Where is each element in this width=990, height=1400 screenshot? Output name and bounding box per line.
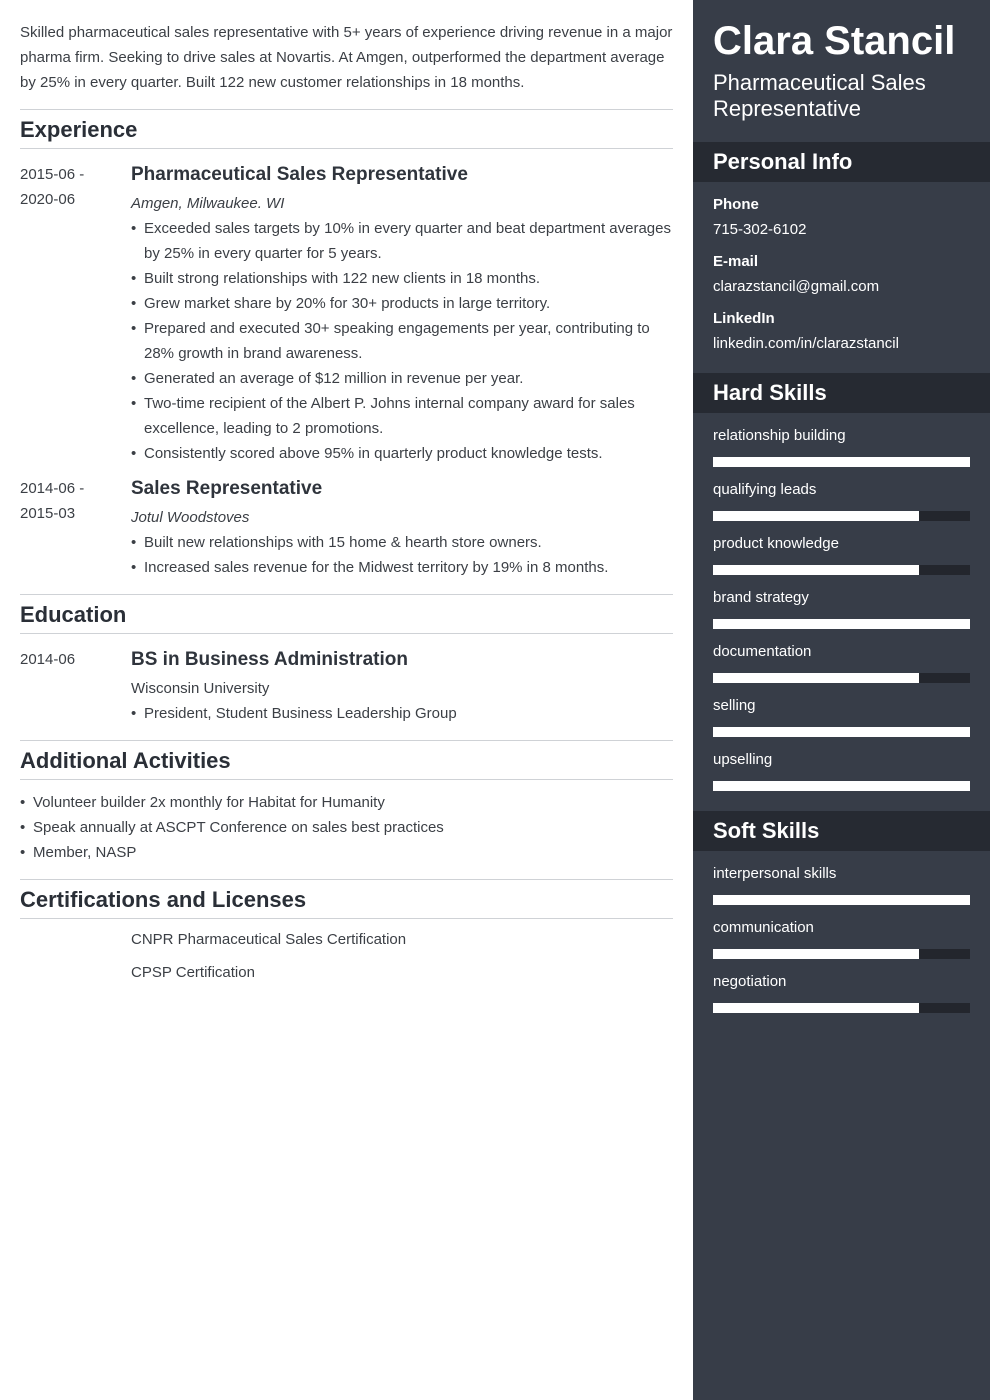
activities-bullets bbox=[20, 790, 673, 865]
skill-name: interpersonal skills bbox=[713, 865, 837, 882]
skill-item bbox=[713, 865, 970, 905]
list-item: • Increased sales revenue for the Midwest territory by 19% in 8 months. bbox=[131, 555, 673, 580]
skill-level-bar bbox=[713, 895, 970, 905]
job-company: Amgen, Milwaukee. WI bbox=[131, 195, 285, 212]
skill-level-fill bbox=[713, 895, 970, 905]
skill-item bbox=[713, 973, 970, 1013]
skill-level-bar bbox=[713, 565, 970, 575]
skill-name: product knowledge bbox=[713, 535, 839, 552]
list-item: • Member, NASP bbox=[20, 840, 673, 865]
sidebar bbox=[693, 0, 990, 1400]
personal-info-heading: Personal Info bbox=[693, 142, 990, 182]
activities-heading: Additional Activities bbox=[20, 740, 673, 780]
skill-level-fill bbox=[713, 727, 970, 737]
skill-name: documentation bbox=[713, 643, 812, 660]
skill-level-bar bbox=[713, 949, 970, 959]
list-item: • Built new relationships with 15 home & hearth store owners. bbox=[131, 530, 673, 555]
hard-skills-heading: Hard Skills bbox=[693, 373, 990, 413]
certifications-list bbox=[131, 927, 673, 985]
list-item: • Built strong relationships with 122 new clients in 18 months. bbox=[131, 266, 673, 291]
job-entry bbox=[20, 476, 673, 580]
job-title: Pharmaceutical Sales Representative bbox=[131, 164, 468, 185]
experience-heading: Experience bbox=[20, 109, 673, 149]
list-item: • Generated an average of $12 million in revenue per year. bbox=[131, 366, 673, 391]
job-body bbox=[131, 162, 673, 466]
skill-item bbox=[713, 481, 970, 521]
education-section bbox=[20, 594, 673, 726]
skill-level-bar bbox=[713, 511, 970, 521]
education-heading: Education bbox=[20, 594, 673, 634]
skill-level-fill bbox=[713, 1003, 919, 1013]
job-bullets bbox=[131, 530, 673, 580]
skill-name: selling bbox=[713, 697, 756, 714]
list-item: • Consistently scored above 95% in quarterly product knowledge tests. bbox=[131, 441, 673, 466]
skill-name: qualifying leads bbox=[713, 481, 817, 498]
phone-value: 715-302-6102 bbox=[713, 221, 807, 238]
skill-item bbox=[713, 589, 970, 629]
skill-level-bar bbox=[713, 1003, 970, 1013]
list-item: • Grew market share by 20% for 30+ products in large territory. bbox=[131, 291, 673, 316]
phone-label: Phone bbox=[713, 196, 759, 213]
skill-item bbox=[713, 919, 970, 959]
skill-level-fill bbox=[713, 565, 919, 575]
candidate-name: Clara Stancil bbox=[713, 19, 956, 63]
skill-level-fill bbox=[713, 781, 970, 791]
email-label: E-mail bbox=[713, 253, 759, 270]
candidate-role: Pharmaceutical Sales Representative bbox=[713, 70, 926, 121]
skill-level-bar bbox=[713, 781, 970, 791]
linkedin-value: linkedin.com/in/clarazstancil bbox=[713, 335, 899, 352]
skill-name: communication bbox=[713, 919, 814, 936]
job-date-end: 2020-06 bbox=[20, 191, 76, 208]
skill-level-fill bbox=[713, 457, 970, 467]
main-column bbox=[20, 0, 673, 985]
soft-skills-heading: Soft Skills bbox=[693, 811, 990, 851]
hard-skills-list bbox=[693, 427, 990, 791]
list-item: • Two-time recipient of the Albert P. Johns internal company award for sales excellence, leading to 2 promotions. bbox=[131, 391, 673, 441]
skill-item bbox=[713, 751, 970, 791]
job-title: Sales Representative bbox=[131, 478, 323, 499]
education-school: Wisconsin University bbox=[131, 680, 270, 697]
linkedin-label: LinkedIn bbox=[713, 310, 775, 327]
job-body bbox=[131, 476, 673, 580]
education-body bbox=[131, 647, 673, 726]
skill-level-fill bbox=[713, 949, 919, 959]
education-bullets bbox=[131, 701, 673, 726]
job-date-start: 2015-06 - bbox=[20, 166, 85, 183]
skill-level-bar bbox=[713, 457, 970, 467]
skill-name: upselling bbox=[713, 751, 773, 768]
skill-level-bar bbox=[713, 673, 970, 683]
skill-name: brand strategy bbox=[713, 589, 809, 606]
list-item: • Exceeded sales targets by 10% in every quarter and beat department averages by 25% in every quarter for 5 years. bbox=[131, 216, 673, 266]
skill-level-bar bbox=[713, 727, 970, 737]
education-degree: BS in Business Administration bbox=[131, 649, 408, 670]
experience-section bbox=[20, 109, 673, 580]
education-date: 2014-06 bbox=[20, 651, 76, 668]
list-item: • Speak annually at ASCPT Conference on sales best practices bbox=[20, 815, 673, 840]
skill-name: negotiation bbox=[713, 973, 787, 990]
skill-name: relationship building bbox=[713, 427, 846, 444]
personal-info bbox=[693, 196, 990, 353]
list-item: • Prepared and executed 30+ speaking engagements per year, contributing to 28% growth in brand awareness. bbox=[131, 316, 673, 366]
email-value: clarazstancil@gmail.com bbox=[713, 278, 880, 295]
job-dates bbox=[20, 476, 131, 580]
list-item: • President, Student Business Leadership Group bbox=[131, 701, 673, 726]
activities-section bbox=[20, 740, 673, 865]
skill-item bbox=[713, 643, 970, 683]
skill-item bbox=[713, 697, 970, 737]
certification-item: CPSP Certification bbox=[131, 964, 255, 981]
job-dates bbox=[20, 162, 131, 466]
list-item: • Volunteer builder 2x monthly for Habitat for Humanity bbox=[20, 790, 673, 815]
certification-item: CNPR Pharmaceutical Sales Certification bbox=[131, 931, 407, 948]
certifications-section bbox=[20, 879, 673, 985]
job-entry bbox=[20, 162, 673, 466]
skill-level-bar bbox=[713, 619, 970, 629]
skill-item bbox=[713, 535, 970, 575]
job-date-start: 2014-06 - bbox=[20, 480, 85, 497]
skill-level-fill bbox=[713, 673, 919, 683]
soft-skills-list bbox=[693, 865, 990, 1013]
skill-level-fill bbox=[713, 619, 970, 629]
skill-level-fill bbox=[713, 511, 919, 521]
skill-item bbox=[713, 427, 970, 467]
job-company: Jotul Woodstoves bbox=[131, 509, 250, 526]
summary: Skilled pharmaceutical sales representative with 5+ years of experience driving revenue in a major pharma firm. Seeking to drive sales at Novartis. At Amgen, outperformed the department average by 25% in every quarter. Built 122 new customer relationships in 18 months. bbox=[20, 24, 673, 91]
certifications-heading: Certifications and Licenses bbox=[20, 879, 673, 919]
job-bullets bbox=[131, 216, 673, 466]
education-entry bbox=[20, 647, 673, 726]
job-date-end: 2015-03 bbox=[20, 505, 76, 522]
